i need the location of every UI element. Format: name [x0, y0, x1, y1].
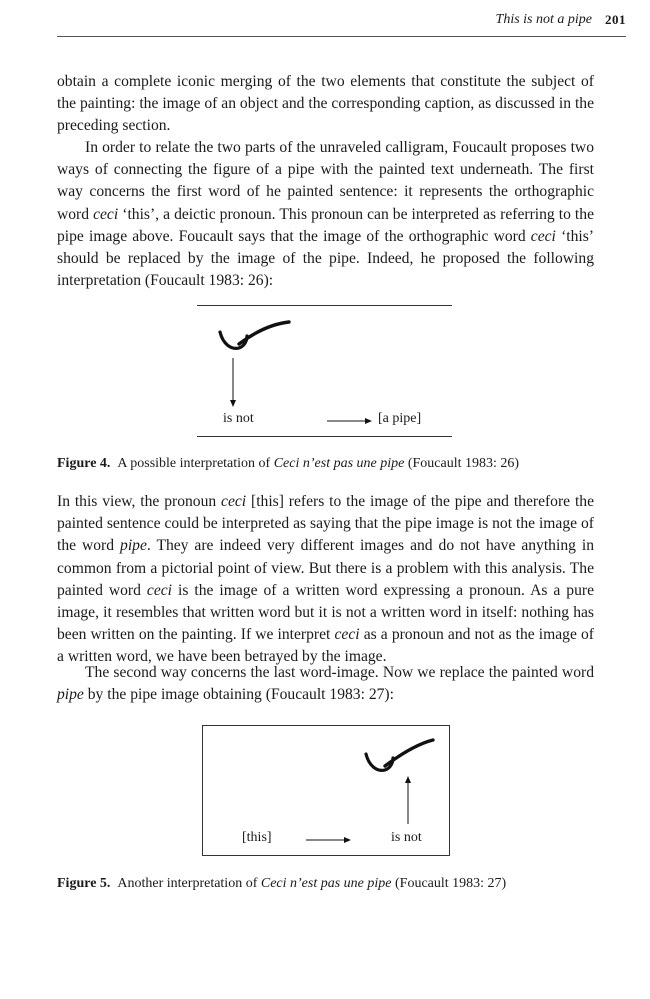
fig5-label-this: [this]	[242, 830, 272, 845]
pipe-image	[363, 734, 443, 776]
figure-4-caption: Figure 4. A possible interpretation of Ceci n’est pas une pipe (Foucault 1983: 26)	[57, 456, 520, 471]
up-arrow	[404, 776, 414, 826]
fig5-label-is-not: is not	[391, 830, 422, 845]
paragraph-1: obtain a complete iconic merging of the two elements that constitute the subject of the painting: the image of an object and the corresponding caption, as discussed in the preceding section.	[57, 73, 594, 135]
running-title: This is not a pipe	[495, 12, 592, 27]
right-arrow	[306, 835, 352, 845]
paragraph-4: The second way concerns the last word-image. Now we replace the painted word pipe by the pipe image obtaining (Foucault 1983: 27):	[57, 664, 594, 704]
figure-5-caption: Figure 5. Another interpretation of Ceci n’est pas une pipe (Foucault 1983: 27)	[57, 876, 507, 891]
paragraph-3: In this view, the pronoun ceci [this] refers to the image of the pipe and therefore the painted sentence could be interpreted as saying that the pipe image is not the image of the word pipe. They are indeed very different images and do not have anything in common from a pictorial point of view. But there is a problem with this analysis. The painted word ceci is the image of a written word expressing a pronoun. As a pure image, it resembles that written word but it is not a written word in itself: nothing has been written on the painting. If we interpret ceci as a pronoun and not as the image of a written word, we have been betrayed by the image.	[57, 493, 595, 666]
right-arrow	[327, 416, 373, 426]
fig4-label-is-not: is not	[223, 411, 254, 426]
fig4-label-a-pipe: [a pipe]	[378, 411, 422, 426]
figure-5	[202, 725, 450, 856]
page-number: 201	[605, 12, 626, 27]
running-header	[57, 8, 626, 37]
pipe-image	[217, 314, 297, 354]
down-arrow	[229, 358, 239, 408]
paragraph-2: In order to relate the two parts of the unraveled calligram, Foucault proposes two ways of connecting the figure of a pipe with the painted text underneath. The first way concerns the first word of he painted sentence: it represents the orthographic word ceci ‘this’, a deictic pronoun. This pronoun can be interpreted as referring to the pipe image above. Foucault says that the image of the orthographic word ceci ‘this’ should be replaced by the image of the pipe. Indeed, he proposed the following interpretation (Foucault 1983: 26):	[57, 139, 594, 290]
figure-4	[197, 305, 452, 437]
